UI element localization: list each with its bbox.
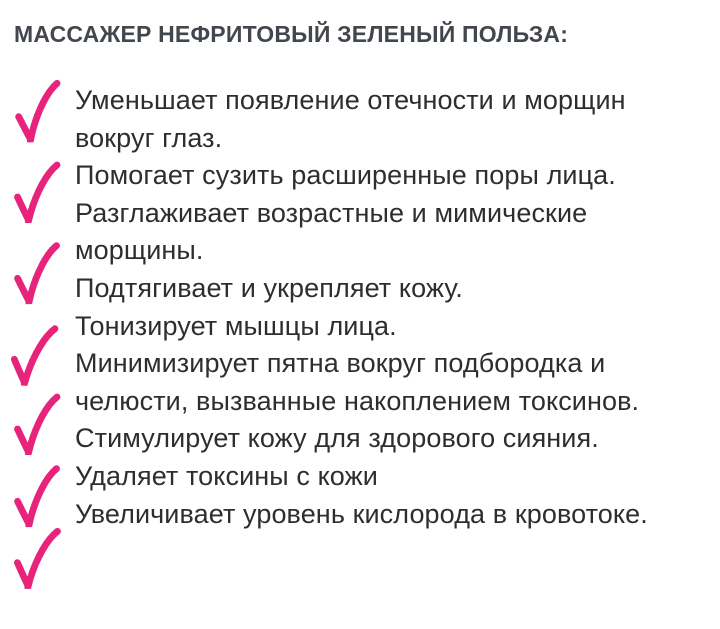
benefit-line: Подтягивает и укрепляет кожу. (75, 272, 463, 303)
benefit-line: челюсти, вызванные накоплением токсинов. (75, 385, 640, 416)
benefit-line: морщины. (75, 235, 204, 266)
benefit-line: Удаляет токсины с кожи (75, 460, 378, 491)
benefit-line: вокруг глаз. (75, 122, 223, 153)
check-icon (9, 323, 59, 387)
check-icon (12, 242, 61, 305)
benefit-line: Разглаживает возрастные и мимические (75, 197, 588, 228)
check-icon (13, 161, 61, 223)
benefits-list (75, 82, 715, 533)
benefit-line: Уменьшает появление отечности и морщин (75, 85, 626, 115)
check-icon (13, 393, 61, 455)
benefit-line: Увеличивает уровень кислорода в кровотоке. (75, 498, 648, 529)
page-title: МАССАЖЕР НЕФРИТОВЫЙ ЗЕЛЕНЫЙ ПОЛЬЗА: (14, 21, 569, 47)
benefit-line: Помогает сузить расширенные поры лица. (75, 160, 616, 191)
benefit-line: Минимизирует пятна вокруг подбородка и (75, 348, 606, 379)
benefit-line: Тонизирует мышцы лица. (75, 310, 397, 341)
check-icon (13, 79, 63, 143)
benefit-line: Стимулирует кожу для здорового сияния. (75, 423, 599, 454)
check-icon (12, 527, 61, 590)
check-icon (12, 465, 61, 528)
